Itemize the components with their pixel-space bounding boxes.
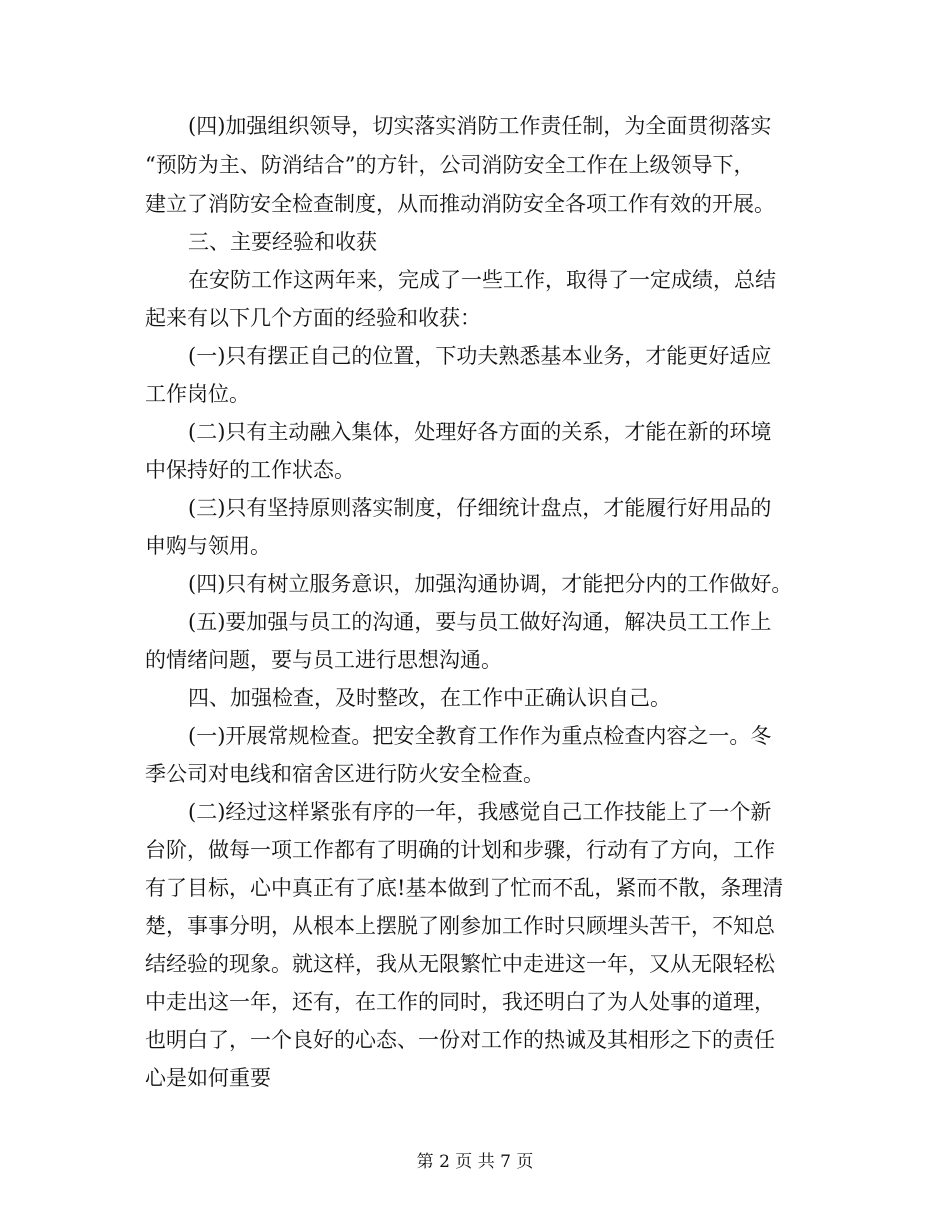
page-number-footer: 第 2 页 共 7 页 [416, 1152, 534, 1172]
paragraph-line: 楚，事事分明，从根本上摆脱了刚参加工作时只顾埋头苦干，不知总 [145, 914, 775, 938]
section-heading: 四、加强检查，及时整改，在工作中正确认识自己。 [188, 686, 671, 710]
paragraph-line: 心是如何重要 [145, 1066, 271, 1090]
paragraph-line: 起来有以下几个方面的经验和收获： [145, 306, 481, 330]
paragraph-line: 的情绪问题，要与员工进行思想沟通。 [145, 648, 502, 672]
paragraph-line: “预防为主、防消结合”的方针，公司消防安全工作在上级领导下， [145, 153, 755, 177]
paragraph-line: 建立了消防安全检查制度，从而推动消防安全各项工作有效的开展。 [145, 192, 775, 216]
paragraph-line: (四)只有树立服务意识，加强沟通协调，才能把分内的工作做好。 [188, 572, 793, 596]
section-heading: 三、主要经验和收获 [188, 230, 377, 254]
paragraph-line: (五)要加强与员工的沟通，要与员工做好沟通，解决员工工作上 [188, 610, 772, 634]
paragraph-line: 申购与领用。 [145, 534, 271, 558]
paragraph-line: 台阶，做每一项工作都有了明确的计划和步骤，行动有了方向，工作 [145, 838, 775, 862]
paragraph-line: (二)经过这样紧张有序的一年，我感觉自己工作技能上了一个新 [188, 800, 772, 824]
paragraph-line: 季公司对电线和宿舍区进行防火安全检查。 [145, 762, 544, 786]
paragraph-line: 中保持好的工作状态。 [145, 458, 355, 482]
paragraph-line: (一)只有摆正自己的位置，下功夫熟悉基本业务，才能更好适应 [188, 344, 772, 368]
paragraph-line: (二)只有主动融入集体，处理好各方面的关系，才能在新的环境 [188, 420, 772, 444]
paragraph-line: 工作岗位。 [145, 382, 250, 406]
paragraph-line: 中走出这一年，还有，在工作的同时，我还明白了为人处事的道理， [145, 990, 775, 1014]
paragraph-line: (三)只有坚持原则落实制度，仔细统计盘点，才能履行好用品的 [188, 496, 772, 520]
paragraph-line: 结经验的现象。就这样，我从无限繁忙中走进这一年，又从无限轻松 [145, 952, 775, 976]
paragraph-line: (四)加强组织领导，切实落实消防工作责任制，为全面贯彻落实 [188, 114, 772, 138]
paragraph-line: (一)开展常规检查。把安全教育工作作为重点检查内容之一。冬 [188, 724, 772, 748]
paragraph-line: 有了目标，心中真正有了底!基本做到了忙而不乱，紧而不散，条理清 [145, 876, 784, 900]
paragraph-line: 在安防工作这两年来，完成了一些工作，取得了一定成绩，总结 [188, 268, 776, 292]
paragraph-line: 也明白了，一个良好的心态、一份对工作的热诚及其相形之下的责任 [145, 1028, 775, 1052]
